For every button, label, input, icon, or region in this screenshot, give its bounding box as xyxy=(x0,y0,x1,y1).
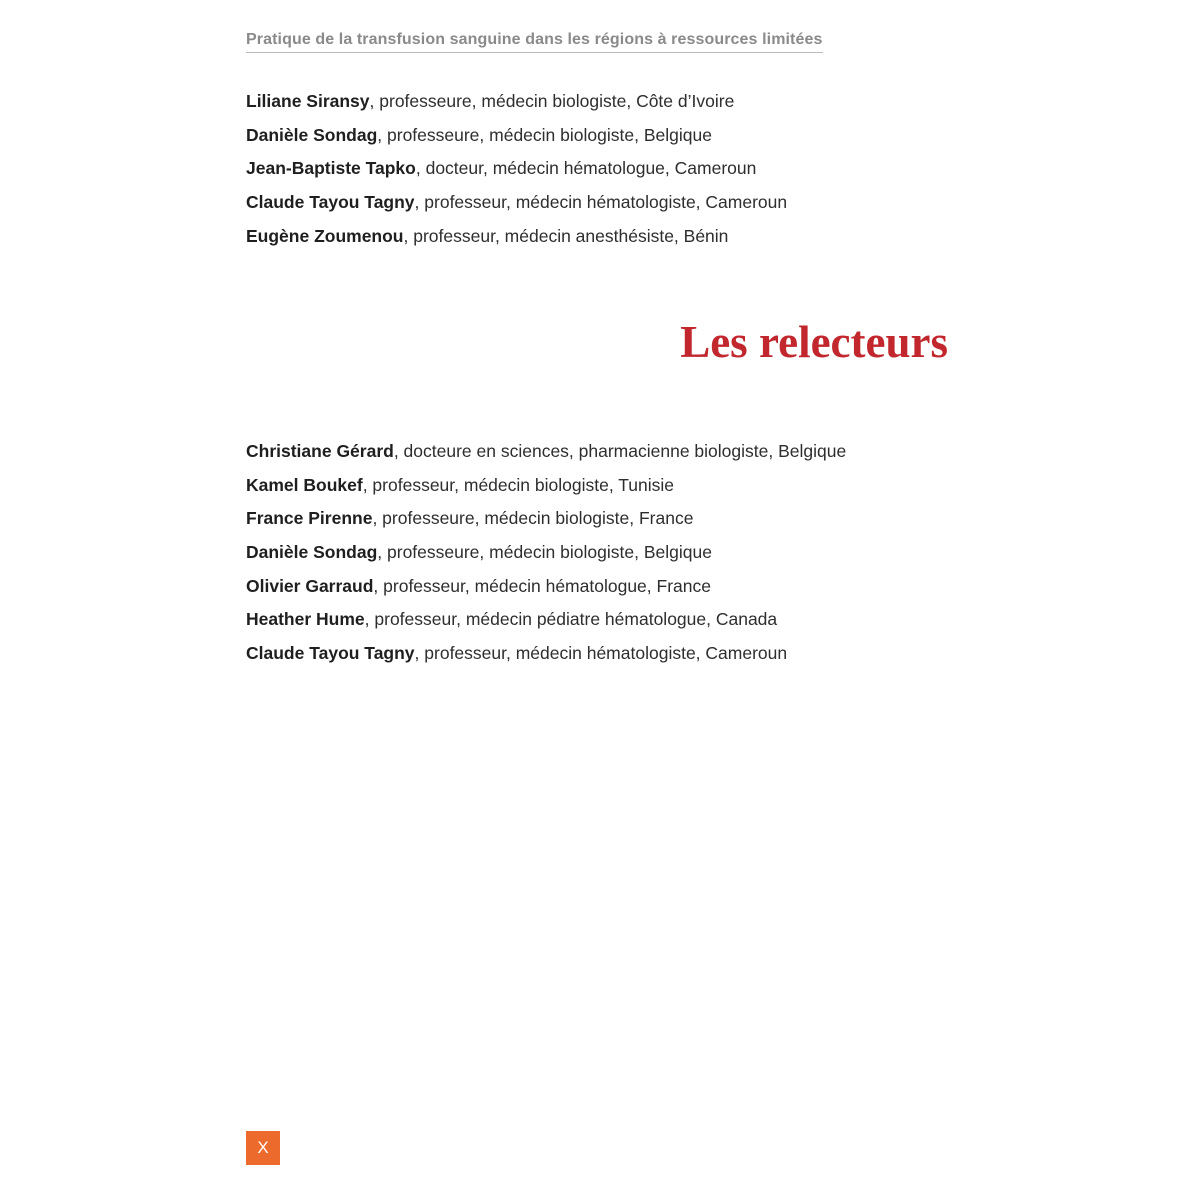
list-item xyxy=(246,473,846,507)
person-details: , docteur, médecin hématologue, Cameroun xyxy=(415,158,757,179)
person-details: , professeur, médecin biologiste, Tunisie xyxy=(362,474,674,495)
person-details: , professeure, médecin biologiste, France xyxy=(372,508,694,529)
person-details: , professeur, médecin hématologiste, Cameroun xyxy=(414,643,788,664)
person-name: Liliane Siransy xyxy=(246,91,370,111)
person-name: Claude Tayou Tagny xyxy=(246,643,415,664)
person-name: Danièle Sondag xyxy=(246,542,378,563)
list-item xyxy=(246,190,787,224)
person-name: Jean-Baptiste Tapko xyxy=(246,158,416,179)
list-item xyxy=(246,641,846,675)
person-name: Christiane Gérard xyxy=(246,441,394,461)
person-details: , professeure, médecin biologiste, Belgique xyxy=(377,542,712,563)
person-details: , professeur, médecin hématologiste, Cameroun xyxy=(414,192,788,213)
list-item xyxy=(246,439,846,473)
person-details: , docteure en sciences, pharmacienne biologiste, Belgique xyxy=(393,441,847,461)
person-name: Olivier Garraud xyxy=(246,575,374,596)
person-name: Eugène Zoumenou xyxy=(246,225,404,246)
person-details: , professeur, médecin anesthésiste, Bénin xyxy=(403,225,729,246)
list-item xyxy=(246,156,787,190)
person-name: Claude Tayou Tagny xyxy=(246,192,415,213)
list-item xyxy=(246,607,846,641)
list-item xyxy=(246,506,846,540)
list-item xyxy=(246,224,787,258)
list-item xyxy=(246,89,787,123)
person-details: , professeur, médecin pédiatre hématologue, Canada xyxy=(364,609,778,630)
person-details: , professeure, médecin biologiste, Côte d’Ivoire xyxy=(369,91,735,111)
running-header: Pratique de la transfusion sanguine dans les régions à ressources limitées xyxy=(246,31,823,53)
page-number-badge: X xyxy=(246,1131,280,1165)
list-item xyxy=(246,540,846,574)
person-name: France Pirenne xyxy=(246,508,373,529)
person-name: Heather Hume xyxy=(246,609,365,630)
contributors-list xyxy=(246,89,787,257)
person-details: , professeure, médecin biologiste, Belgique xyxy=(377,124,712,145)
person-name: Danièle Sondag xyxy=(246,124,378,145)
list-item xyxy=(246,574,846,608)
list-item xyxy=(246,123,787,157)
person-name: Kamel Boukef xyxy=(246,474,363,495)
section-title: Les relecteurs xyxy=(680,317,948,367)
person-details: , professeur, médecin hématologue, France xyxy=(373,575,711,596)
reviewers-list xyxy=(246,439,846,675)
